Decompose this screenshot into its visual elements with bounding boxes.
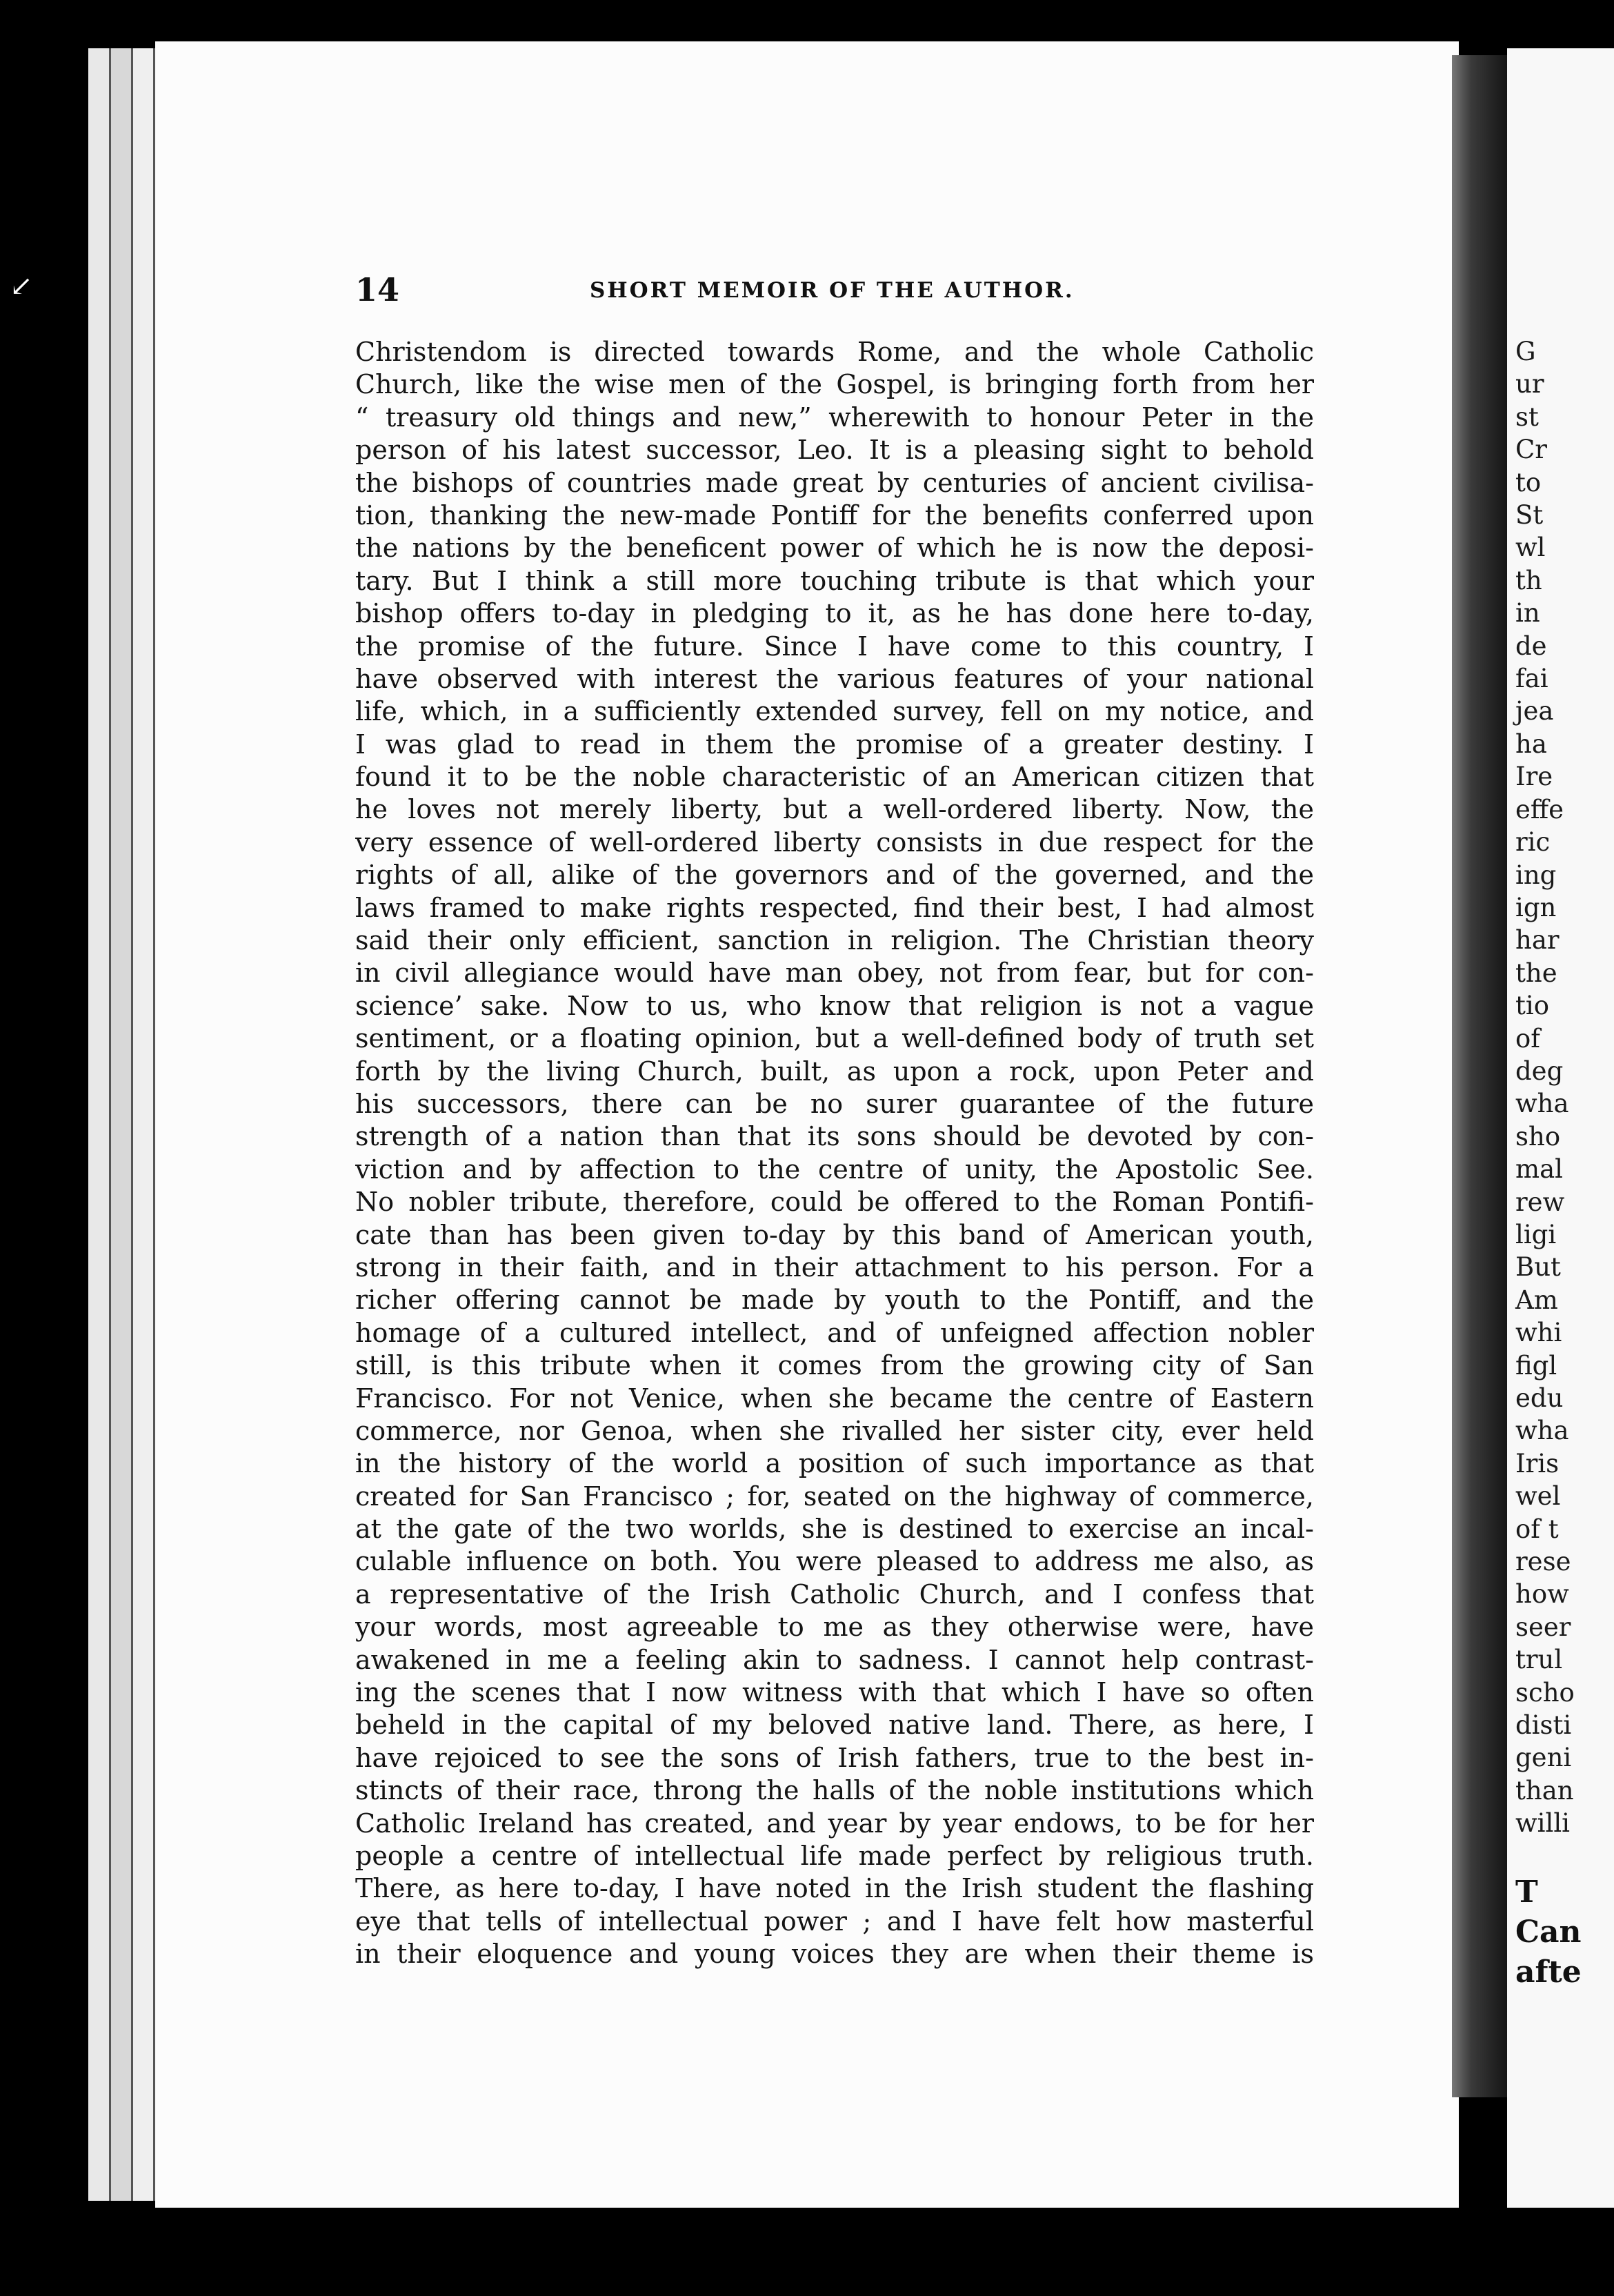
facing-text-fragment: effe [1515, 794, 1564, 824]
facing-text-fragment: mal [1515, 1154, 1563, 1185]
text-line: rights of all, alike of the governors and of the governed, and the [355, 860, 1314, 891]
text-line: found it to be the noble characteristic of an American citizen that [355, 762, 1314, 793]
facing-text-fragment: of [1515, 1023, 1540, 1053]
text-line: still, is this tribute when it comes from the growing city of San [355, 1350, 1314, 1381]
text-line: homage of a cultured intellect, and of unfeigned affection nobler [355, 1317, 1314, 1348]
text-line: viction and by affection to the centre of unity, the Apostolic See. [355, 1154, 1314, 1185]
facing-text-fragment: Iris [1515, 1448, 1560, 1478]
facing-text-fragment: rew [1515, 1187, 1565, 1217]
text-line: “ treasury old things and new,” wherewith to honour Peter in the [355, 402, 1314, 433]
text-line: awakened in me a feeling akin to sadness. I cannot help contrast- [355, 1644, 1314, 1675]
facing-text-fragment: ing [1515, 860, 1557, 890]
facing-text-fragment: ligi [1515, 1219, 1557, 1249]
text-line: Francisco. For not Venice, when she became the centre of Eastern [355, 1383, 1314, 1414]
facing-text-fragment: than [1515, 1775, 1574, 1805]
text-line: in civil allegiance would have man obey, not from fear, but for con- [355, 958, 1314, 989]
text-line: laws framed to make rights respected, find their best, I had almost [355, 892, 1314, 923]
crop-mark-icon: ↙ [10, 270, 33, 302]
text-line: your words, most agreeable to me as they otherwise were, have [355, 1612, 1314, 1643]
page-number: 14 [355, 271, 400, 308]
text-line: commerce, nor Genoa, when she rivalled her sister city, ever held [355, 1415, 1314, 1446]
facing-text-fragment: scho [1515, 1677, 1575, 1708]
facing-text-fragment: seer [1515, 1612, 1571, 1642]
facing-text-fragment: of t [1515, 1514, 1559, 1544]
facing-text-fragment: ur [1515, 369, 1544, 399]
text-line: Catholic Ireland has created, and year by year endows, to be for her [355, 1808, 1314, 1839]
page-edge [132, 48, 153, 2201]
facing-text-fragment: wl [1515, 533, 1546, 563]
text-line: tary. But I think a still more touching tribute is that which your [355, 565, 1314, 596]
text-line: beheld in the capital of my beloved native land. There, as here, I [355, 1710, 1314, 1741]
text-line: created for San Francisco ; for, seated on the highway of commerce, [355, 1481, 1314, 1512]
text-line: life, which, in a sufficiently extended survey, fell on my notice, and [355, 696, 1314, 727]
facing-text-fragment: Ire [1515, 762, 1553, 792]
text-line: in the history of the world a position of such importance as that [355, 1448, 1314, 1479]
text-line: I was glad to read in them the promise of a greater destiny. I [355, 729, 1314, 760]
facing-text-fragment: wha [1515, 1089, 1569, 1119]
facing-text-fragment: figl [1515, 1350, 1557, 1380]
text-line: Christendom is directed towards Rome, and the whole Catholic [355, 337, 1314, 367]
facing-text-fragment: har [1515, 925, 1560, 956]
facing-text-fragment: in [1515, 598, 1540, 629]
text-line: No nobler tribute, therefore, could be offered to the Roman Pontifi- [355, 1187, 1314, 1218]
text-line: There, as here to-day, I have noted in the Irish student the flashing [355, 1873, 1314, 1904]
text-line: eye that tells of intellectual power ; and I have felt how masterful [355, 1906, 1314, 1937]
text-line: stincts of their race, throng the halls of the noble institutions which [355, 1775, 1314, 1806]
text-line: the bishops of countries made great by centuries of ancient civilisa- [355, 467, 1314, 498]
facing-text-fragment: Am [1515, 1285, 1558, 1315]
page-header [355, 273, 1321, 307]
facing-page-bottom-fragments [1515, 1872, 1614, 1992]
facing-text-fragment: to [1515, 467, 1542, 497]
text-line: bishop offers to-day in pledging to it, as he has done here to-day, [355, 598, 1314, 629]
text-line: culable influence on both. You were pleased to address me also, as [355, 1546, 1314, 1577]
text-line: have rejoiced to see the sons of Irish fathers, true to the best in- [355, 1742, 1314, 1773]
facing-text-fragment: ha [1515, 729, 1547, 759]
page-edge-line [109, 48, 111, 2201]
text-line: very essence of well-ordered liberty consists in due respect for the [355, 827, 1314, 858]
facing-text-fragment: st [1515, 402, 1539, 432]
body-text [355, 336, 1314, 1971]
facing-text-fragment: how [1515, 1579, 1569, 1610]
book-gutter [1452, 55, 1507, 2097]
facing-text-fragment: fai [1515, 664, 1548, 694]
facing-text-fragment: Can [1515, 1914, 1582, 1950]
facing-text-fragment: willi [1515, 1808, 1571, 1839]
facing-text-fragment: th [1515, 565, 1542, 595]
facing-text-fragment: wel [1515, 1481, 1561, 1512]
text-line: in their eloquence and young voices they are when their theme is [355, 1939, 1314, 1970]
facing-text-fragment: the [1515, 958, 1557, 988]
text-line: at the gate of the two worlds, she is destined to exercise an incal- [355, 1514, 1314, 1545]
page-edge-line [131, 48, 133, 2201]
text-line: strong in their faith, and in their attachment to his person. For a [355, 1251, 1314, 1283]
text-line: sentiment, or a floating opinion, but a well-defined body of truth set [355, 1023, 1314, 1054]
text-line: the promise of the future. Since I have come to this country, I [355, 631, 1314, 662]
text-line: tion, thanking the new-made Pontiff for the benefits conferred upon [355, 499, 1314, 531]
text-line: ing the scenes that I now witness with that which I have so often [355, 1677, 1314, 1708]
facing-text-fragment: rese [1515, 1547, 1571, 1577]
facing-text-fragment: deg [1515, 1056, 1564, 1086]
facing-page-text-fragments [1515, 335, 1614, 1840]
facing-text-fragment: jea [1515, 696, 1554, 726]
facing-text-fragment: St [1515, 500, 1544, 531]
facing-text-fragment: afte [1515, 1954, 1582, 1990]
facing-text-fragment: edu [1515, 1383, 1564, 1413]
text-line: have observed with interest the various features of your national [355, 663, 1314, 694]
text-line: Church, like the wise men of the Gospel, is bringing forth from her [355, 369, 1314, 400]
text-line: richer offering cannot be made by youth to the Pontiff, and the [355, 1285, 1314, 1316]
text-line: people a centre of intellectual life made perfect by religious truth. [355, 1840, 1314, 1871]
facing-text-fragment: disti [1515, 1710, 1572, 1741]
facing-text-fragment: ign [1515, 892, 1557, 922]
text-line: cate than has been given to-day by this band of American youth, [355, 1219, 1314, 1250]
text-line: the nations by the beneficent power of which he is now the deposi- [355, 533, 1314, 564]
facing-text-fragment: wha [1515, 1416, 1569, 1446]
facing-text-fragment: But [1515, 1252, 1561, 1283]
text-line: strength of a nation than that its sons should be devoted by con- [355, 1121, 1314, 1152]
facing-text-fragment: whi [1515, 1318, 1562, 1348]
facing-text-fragment: sho [1515, 1121, 1561, 1151]
text-line: person of his latest successor, Leo. It is a pleasing sight to behold [355, 435, 1314, 466]
text-line: said their only efficient, sanction in religion. The Christian theory [355, 925, 1314, 956]
facing-text-fragment: T [1515, 1874, 1538, 1910]
text-line: forth by the living Church, built, as upon a rock, upon Peter and [355, 1056, 1314, 1087]
facing-page-dark-corner [1507, 0, 1614, 48]
facing-text-fragment: tio [1515, 991, 1549, 1021]
running-head: SHORT MEMOIR OF THE AUTHOR. [590, 278, 1075, 303]
text-line: he loves not merely liberty, but a well-ordered liberty. Now, the [355, 794, 1314, 825]
facing-text-fragment: G [1515, 337, 1536, 366]
facing-text-fragment: trul [1515, 1645, 1563, 1675]
page-edge [110, 48, 131, 2201]
facing-text-fragment: geni [1515, 1743, 1572, 1773]
text-line: his successors, there can be no surer guarantee of the future [355, 1088, 1314, 1119]
facing-page [1507, 0, 1614, 2208]
text-line: a representative of the Irish Catholic Church, and I confess that [355, 1578, 1314, 1610]
facing-text-fragment: Cr [1515, 435, 1547, 465]
text-line: science’ sake. Now to us, who know that religion is not a vague [355, 990, 1314, 1021]
facing-text-fragment: de [1515, 631, 1547, 661]
facing-text-fragment: ric [1515, 827, 1551, 858]
page-edge [88, 48, 109, 2201]
